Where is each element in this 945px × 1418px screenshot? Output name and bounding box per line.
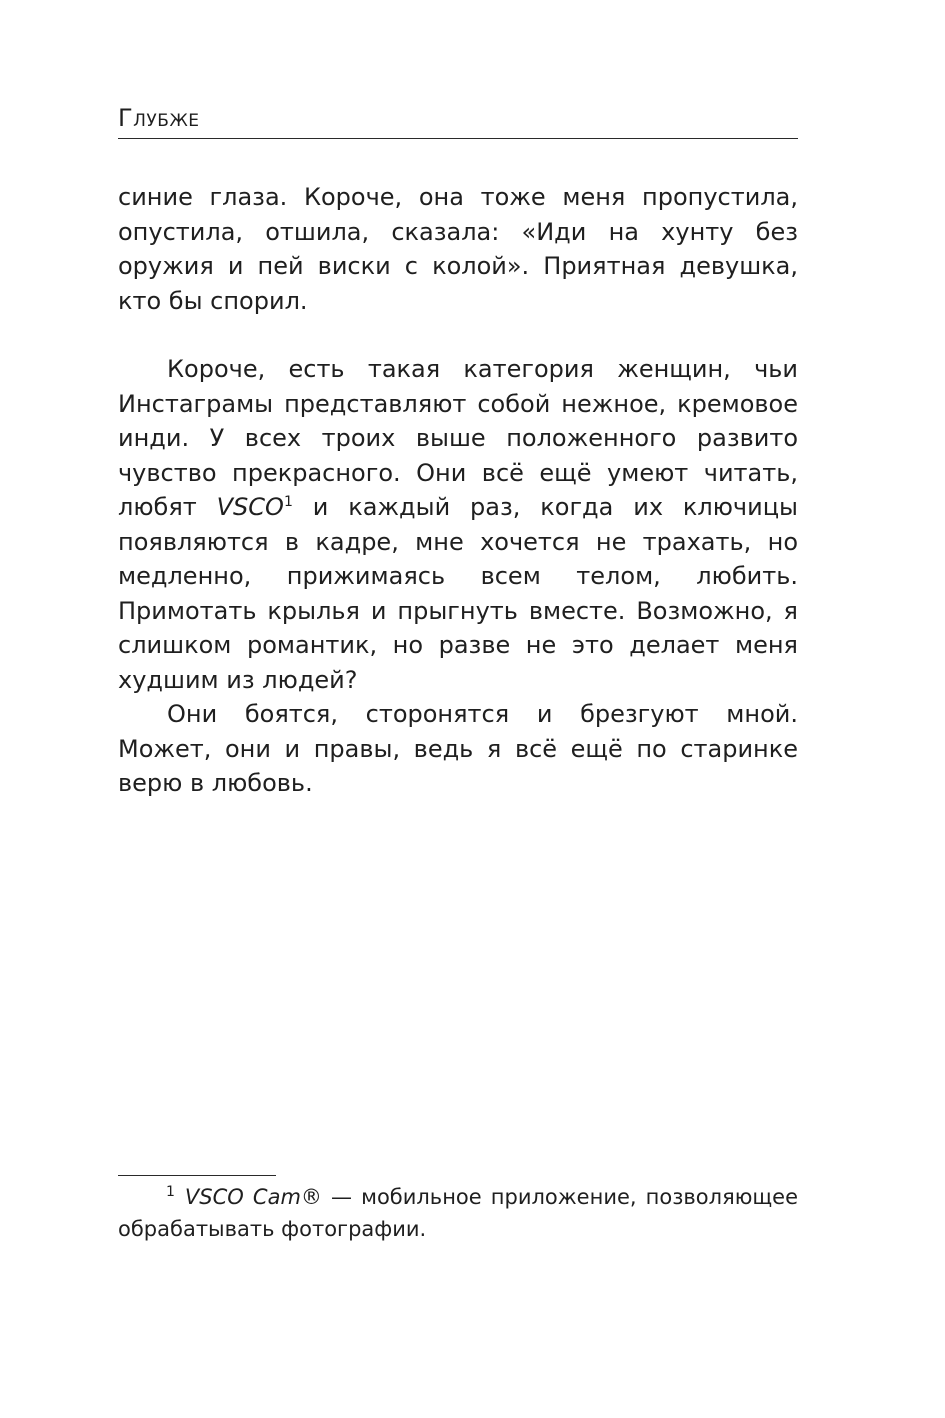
footnote-text xyxy=(118,1181,798,1245)
running-header xyxy=(118,102,798,139)
paragraph-2-text-a: Короче, есть такая категория женщин, чьи Инстаграмы представляют собой нежное, кремовое инди. У всех троих выше положенного развито чувство прекрасного. Они всё ещё умеют читать, любят xyxy=(118,355,798,521)
footnote xyxy=(118,1181,798,1245)
footnote-mark: 1 xyxy=(166,1184,175,1200)
footnote-body: — мобильное приложение, позволяющее обрабатывать фотографии. xyxy=(118,1185,798,1241)
body-text xyxy=(118,180,798,801)
vsco-term: VSCO xyxy=(216,493,284,521)
chapter-title: Глубже xyxy=(118,104,200,132)
paragraph-1: синие глаза. Короче, она тоже меня пропустила, опустила, отшила, сказала: «Иди на хунту без оружия и пей виски с колой». Приятная девушка, кто бы спорил. xyxy=(118,183,798,315)
paragraph-gap xyxy=(118,318,798,352)
paragraph-3: Они боятся, сторонятся и брезгуют мной. Может, они и правы, ведь я всё ещё по старинке верю в любовь. xyxy=(118,700,798,797)
footnote-term: VSCO Cam® xyxy=(184,1185,322,1209)
paragraph-2 xyxy=(118,352,798,697)
footnote-separator xyxy=(118,1175,276,1176)
footnote-ref: 1 xyxy=(283,494,293,510)
paragraph-2-text-b: и каждый раз, когда их ключицы появляются в кадре, мне хочется не трахать, но медленно, прижимаясь всем телом, любить. Примотать крылья и прыгнуть вместе. Возможно, я слишком романтик, но разве не это делает меня худшим из людей? xyxy=(118,493,798,694)
